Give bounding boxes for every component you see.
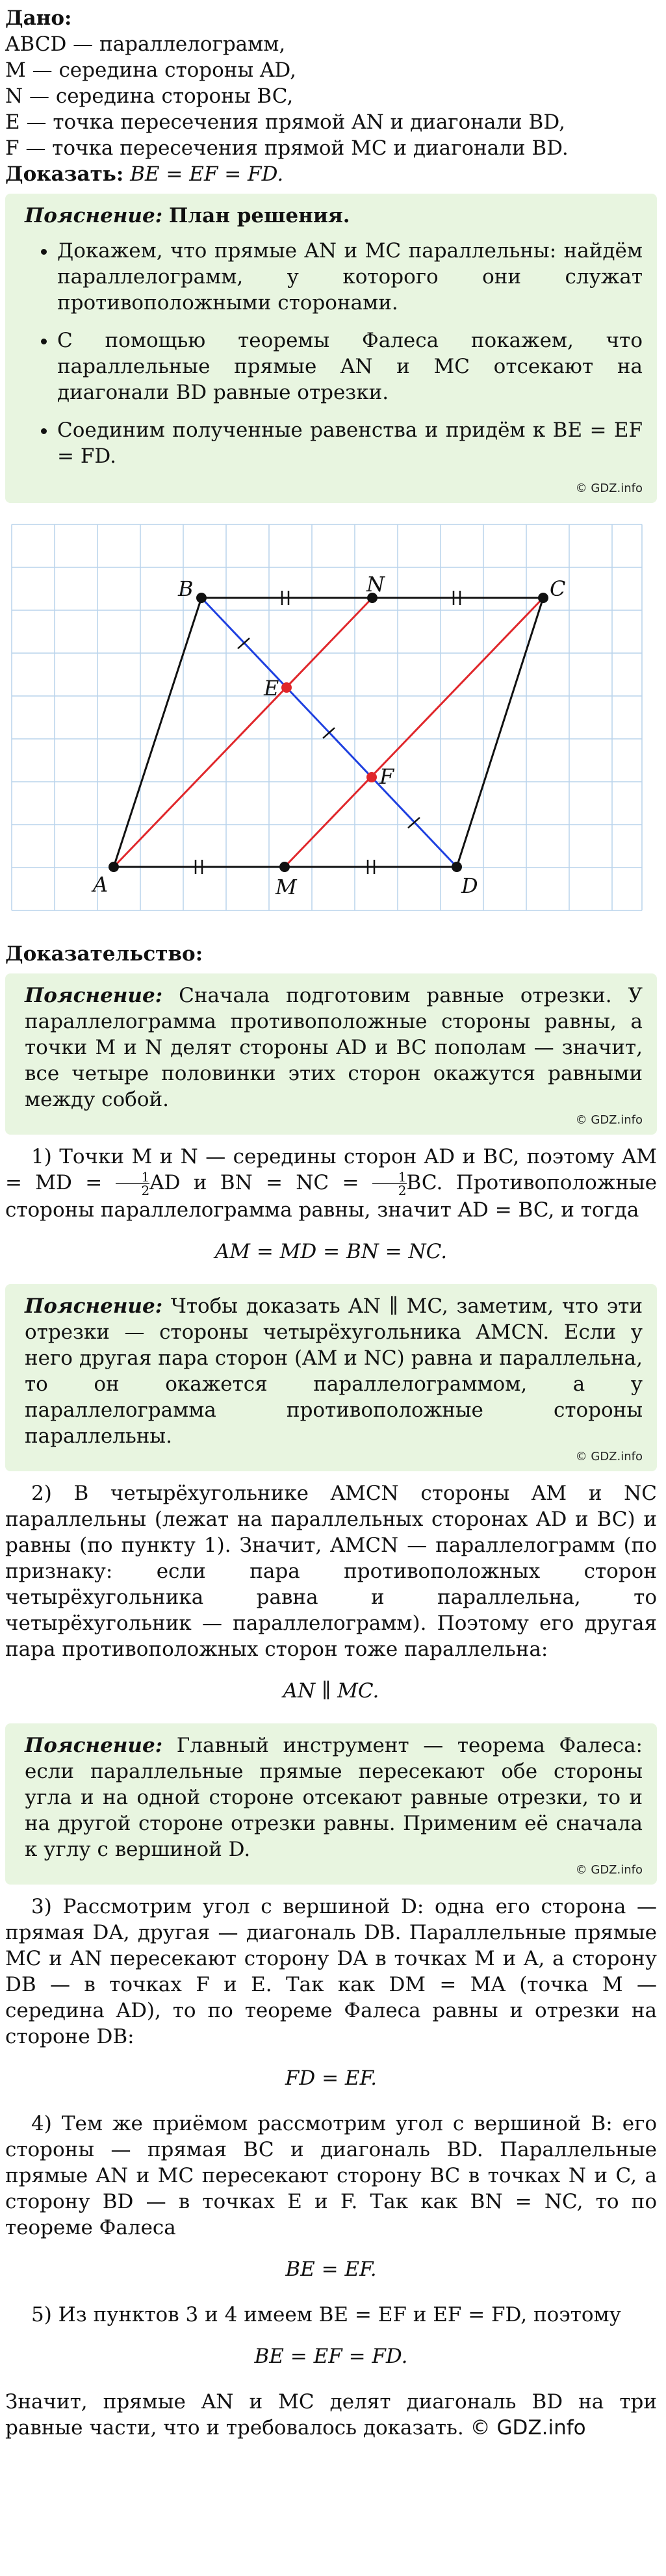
plan-note bbox=[5, 194, 657, 503]
label-c: C bbox=[550, 576, 566, 601]
formula-3: FD = EF. bbox=[285, 2067, 378, 2090]
point-labels bbox=[91, 572, 565, 899]
note-equal-segments bbox=[5, 973, 657, 1135]
given-section bbox=[5, 5, 657, 187]
point-e bbox=[281, 682, 292, 693]
label-e: E bbox=[264, 676, 279, 701]
conclusion-copyright: © GDZ.info bbox=[470, 2416, 586, 2440]
given-label: Дано: bbox=[5, 6, 72, 30]
plan-copyright: © GDZ.info bbox=[575, 482, 643, 495]
note-1-copyright: © GDZ.info bbox=[575, 1113, 643, 1127]
figure-grid bbox=[12, 524, 642, 910]
point-f bbox=[366, 772, 377, 782]
label-n: N bbox=[366, 572, 385, 597]
given-line-5: F — точка пересечения прямой MC и диагонали BD. bbox=[5, 136, 569, 160]
given-line-1: ABCD — параллелограмм, bbox=[5, 32, 286, 56]
note-2-head: Пояснение: bbox=[25, 1294, 163, 1318]
given-line-4: E — точка пересечения прямой AN и диагонали BD, bbox=[5, 110, 565, 134]
plan-item-3: • Соединим полученные равенства и придём к BE = EF = FD. bbox=[57, 417, 643, 469]
step-2: 2) В четырёхугольнике AMCN стороны AM и NC параллельны (лежат на параллельных сторонах AD и BC) и равны (по пункту 1). Значит, AMCN — параллелограмм (по признаку: если пара противоположных сторон четырёхугольника равна и параллельна, то четырёхугольник — параллелограмм). Поэтому его другая пара противоположных сторон тоже параллельна: bbox=[5, 1482, 657, 1661]
plan-title: План решения. bbox=[169, 204, 350, 227]
label-d: D bbox=[461, 873, 478, 898]
note-1-text: Сначала подготовим равные отрезки. У параллелограмма противоположные стороны равны, а точки M и N делят стороны AD и BC пополам — значит, все четыре половинки этих сторон окажутся равными между собой. bbox=[25, 984, 643, 1111]
step-5: 5) Из пунктов 3 и 4 имеем BE = EF и EF = FD, поэтому bbox=[31, 2303, 621, 2326]
note-3-text: Главный инструмент — теорема Фалеса: если параллельные прямые пересекают обе стороны угла и на одной стороне отсекают равные отрезки, то и на другой стороне отрезки равны. Применим её сначала к углу с вершиной D. bbox=[25, 1734, 643, 1861]
formula-2: AN ∥ MC. bbox=[283, 1679, 379, 1703]
given-line-2: M — середина стороны AD, bbox=[5, 58, 296, 82]
formula-1: AM = MD = BN = NC. bbox=[214, 1240, 448, 1263]
note-1-head: Пояснение: bbox=[25, 984, 163, 1007]
line-an bbox=[114, 598, 372, 867]
formula-5: BE = EF = FD. bbox=[254, 2345, 408, 2368]
parallelogram-figure bbox=[5, 515, 655, 931]
step-4: 4) Тем же приёмом рассмотрим угол с вершиной B: его стороны — прямая BC и диагональ BD. Параллельные прямые AN и MC пересекают сторону BC в точках N и C, а сторону BD — в точках E и F. Так как BN = NC, то по теореме Фалеса bbox=[5, 2112, 657, 2239]
point-b bbox=[196, 593, 207, 603]
prove-text: BE = EF = FD. bbox=[130, 162, 284, 186]
plan-head: Пояснение: bbox=[25, 204, 163, 227]
formula-4: BE = EF. bbox=[285, 2258, 377, 2281]
step-1: 1) Точки M и N — середины сторон AD и BC, поэтому AM = MD = $\frac{1}{2}$ AD и BN = NC = $\frac{1}{2}$ BC. Противоположные стороны параллелограмма равны, значит AD = BC, и тогда bbox=[5, 1145, 658, 1222]
plan-list bbox=[25, 238, 643, 469]
point-d bbox=[452, 862, 462, 872]
proof-label: Доказательство: bbox=[5, 942, 203, 966]
conclusion-text: Значит, прямые AN и MC делят диагональ BD на три равные части, что и требовалось доказать. bbox=[5, 2390, 657, 2440]
line-mc bbox=[285, 598, 543, 867]
fraction-half-2: $\frac{1}{2}$ bbox=[372, 1170, 407, 1197]
label-b: B bbox=[178, 576, 194, 601]
plan-item-1: • Докажем, что прямые AN и MC параллельны: найдём параллелограмм, у которого они служат противоположными сторонами. bbox=[57, 238, 643, 316]
point-a bbox=[109, 862, 119, 872]
fraction-half-1: $\frac{1}{2}$ bbox=[116, 1170, 150, 1197]
point-c bbox=[538, 593, 548, 603]
note-parallel bbox=[5, 1284, 657, 1471]
conclusion bbox=[5, 2389, 657, 2441]
point-m bbox=[279, 862, 290, 872]
label-a: A bbox=[93, 872, 109, 897]
note-thales bbox=[5, 1723, 657, 1885]
given-line-3: N — середина стороны BC, bbox=[5, 84, 294, 108]
note-2-copyright: © GDZ.info bbox=[575, 1450, 643, 1463]
note-3-copyright: © GDZ.info bbox=[575, 1863, 643, 1877]
label-f: F bbox=[379, 764, 394, 789]
plan-item-2: • С помощью теоремы Фалеса покажем, что параллельные прямые AN и MC отсекают на диагонали BD равные отрезки. bbox=[57, 328, 643, 406]
note-2-text: Чтобы доказать AN ∥ MC, заметим, что эти отрезки — стороны четырёхугольника AMCN. Если у него другая пара сторон (AM и NC) равна и параллельна, то он окажется параллелограммом, а у параллелограмма противоположные стороны параллельны. bbox=[25, 1294, 643, 1448]
label-m: M bbox=[275, 875, 297, 899]
step-3: 3) Рассмотрим угол с вершиной D: одна его сторона — прямая DA, другая — диагональ DB. Параллельные прямые MC и AN пересекают сторону DA в точках M и A, а сторону DB — в точках F и E. Так как DM = MA (точка M — середина AD), то по теореме Фалеса равны и отрезки на стороне DB: bbox=[5, 1895, 657, 2048]
note-3-head: Пояснение: bbox=[25, 1734, 163, 1757]
prove-label: Доказать: bbox=[5, 162, 124, 186]
